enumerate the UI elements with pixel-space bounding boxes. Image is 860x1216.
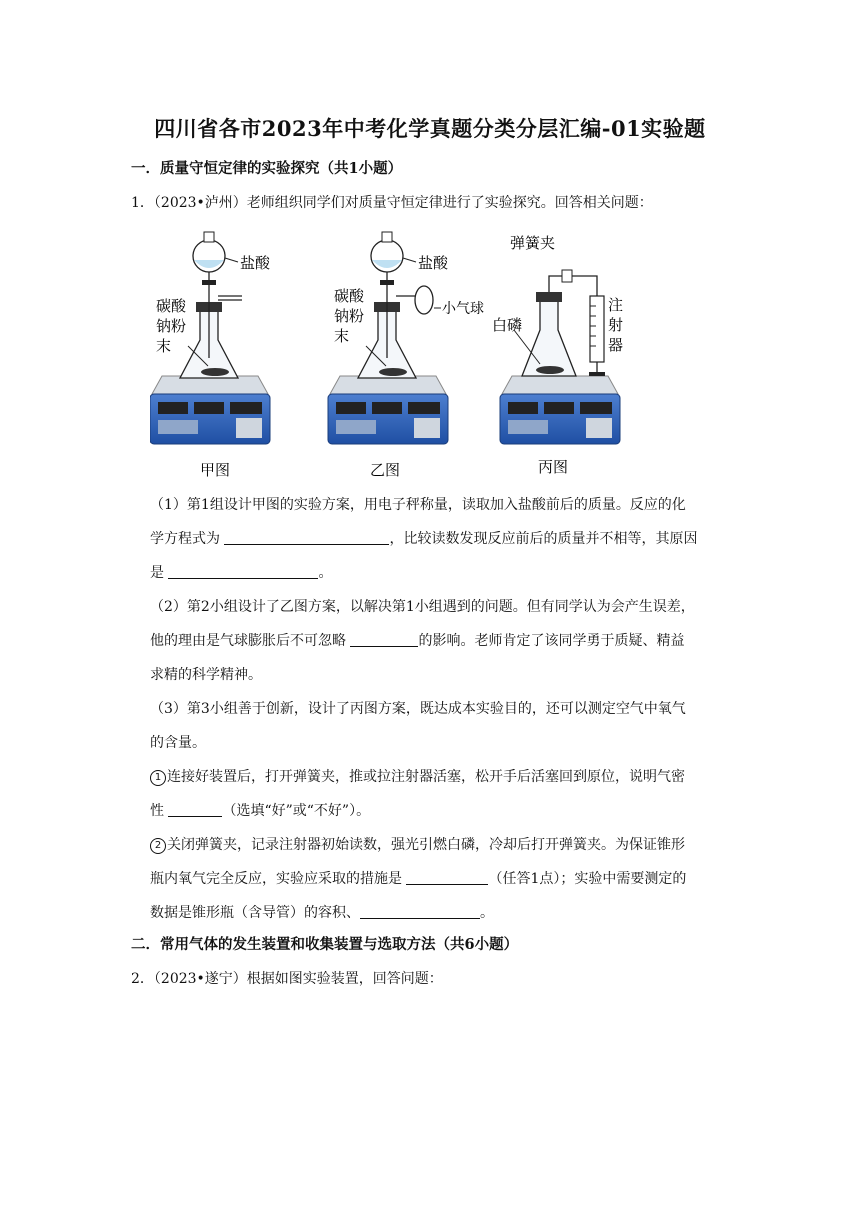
label-na2co3-b-3: 末 — [334, 327, 350, 345]
answer-blank-measure[interactable] — [406, 869, 488, 885]
label-syringe-3: 器 — [608, 336, 624, 354]
q1-part3-line1: （3）第3小组善于创新，设计了丙图方案，既达成本实验目的，还可以测定空气中氧气 — [150, 701, 686, 717]
apparatus-a — [150, 232, 271, 479]
q1-part3-line2: 的含量。 — [150, 735, 206, 751]
q1-part2-line2: 他的理由是气球膨胀后不可忽略 的影响。老师肯定了该同学勇于质疑、精益 — [150, 633, 685, 649]
label-hcl-a: 盐酸 — [240, 254, 271, 272]
question-1-stem: 1．（2023•泸州）老师组织同学们对质量守恒定律进行了实验探究。回答相关问题： — [131, 195, 653, 211]
answer-blank-data[interactable] — [360, 903, 480, 919]
caption-b: 乙图 — [370, 461, 401, 479]
label-na2co3-a-1: 碳酸 — [156, 297, 187, 315]
section-heading-1: 一．质量守恒定律的实验探究（共1小题） — [131, 160, 403, 177]
caption-c: 丙图 — [538, 458, 569, 476]
label-hcl-b: 盐酸 — [418, 254, 449, 272]
q1-part3-sub2-line2: 瓶内氧气完全反应，实验应采取的措施是 （任答1点）；实验中需要测定的 — [150, 871, 687, 887]
experiment-figure — [150, 218, 630, 480]
answer-blank-airtight[interactable] — [168, 801, 222, 817]
question-2-stem: 2．（2023•遂宁）根据如图实验装置，回答问题： — [131, 971, 443, 987]
label-na2co3-a-2: 钠粉 — [156, 317, 187, 335]
apparatus-c — [492, 234, 623, 476]
label-syringe-2: 射 — [608, 316, 624, 334]
label-clip: 弹簧夹 — [510, 234, 556, 252]
q1-part2 — [150, 590, 730, 692]
q1-part1-line3: 是 。 — [150, 565, 333, 581]
caption-a: 甲图 — [200, 461, 231, 479]
q1-part3-sub1-line2: 性 （选填“好”或“不好”）。 — [150, 803, 371, 819]
answer-blank-reason[interactable] — [168, 563, 318, 579]
label-balloon: 小气球 — [442, 301, 484, 317]
label-na2co3-b-2: 钠粉 — [334, 307, 365, 325]
q1-part3 — [150, 692, 730, 930]
q1-part3-sub2-line3: 数据是锥形瓶（含导管）的容积、 。 — [150, 905, 494, 921]
label-phosphorus: 白磷 — [492, 316, 523, 334]
label-na2co3-b-1: 碳酸 — [334, 287, 365, 305]
q1-part2-line1: （2）第2小组设计了乙图方案，以解决第1小组遇到的问题。但有同学认为会产生误差， — [150, 599, 695, 615]
label-syringe-1: 注 — [608, 296, 624, 314]
q1-part3-sub1-line1: 1 连接好装置后，打开弹簧夹，推或拉注射器活塞，松开手后活塞回到原位，说明气密 — [150, 760, 730, 794]
section-heading-2: 二．常用气体的发生装置和收集装置与选取方法（共6小题） — [131, 936, 519, 953]
apparatus-b — [328, 232, 484, 479]
q1-part2-line3: 求精的科学精神。 — [150, 667, 262, 683]
circled-number-1: 1 — [150, 770, 166, 786]
label-na2co3-a-3: 末 — [156, 337, 172, 355]
q1-part1-line2: 学方程式为 ，比较读数发现反应前后的质量并不相等，其原因 — [150, 531, 698, 547]
page-title: 四川省各市2023年中考化学真题分类分层汇编-01实验题 — [154, 116, 706, 141]
q1-part3-sub2-line1: 2 关闭弹簧夹，记录注射器初始读数，强光引燃白磷，冷却后打开弹簧夹。为保证锥形 — [150, 828, 730, 862]
q1-part1-line1: （1）第1组设计甲图的实验方案，用电子秤称量，读取加入盐酸前后的质量。反应的化 — [150, 497, 686, 513]
answer-blank-balloon[interactable] — [350, 631, 418, 647]
circled-number-2: 2 — [150, 838, 166, 854]
q1-part1 — [150, 488, 730, 590]
answer-blank-equation[interactable] — [224, 529, 389, 545]
